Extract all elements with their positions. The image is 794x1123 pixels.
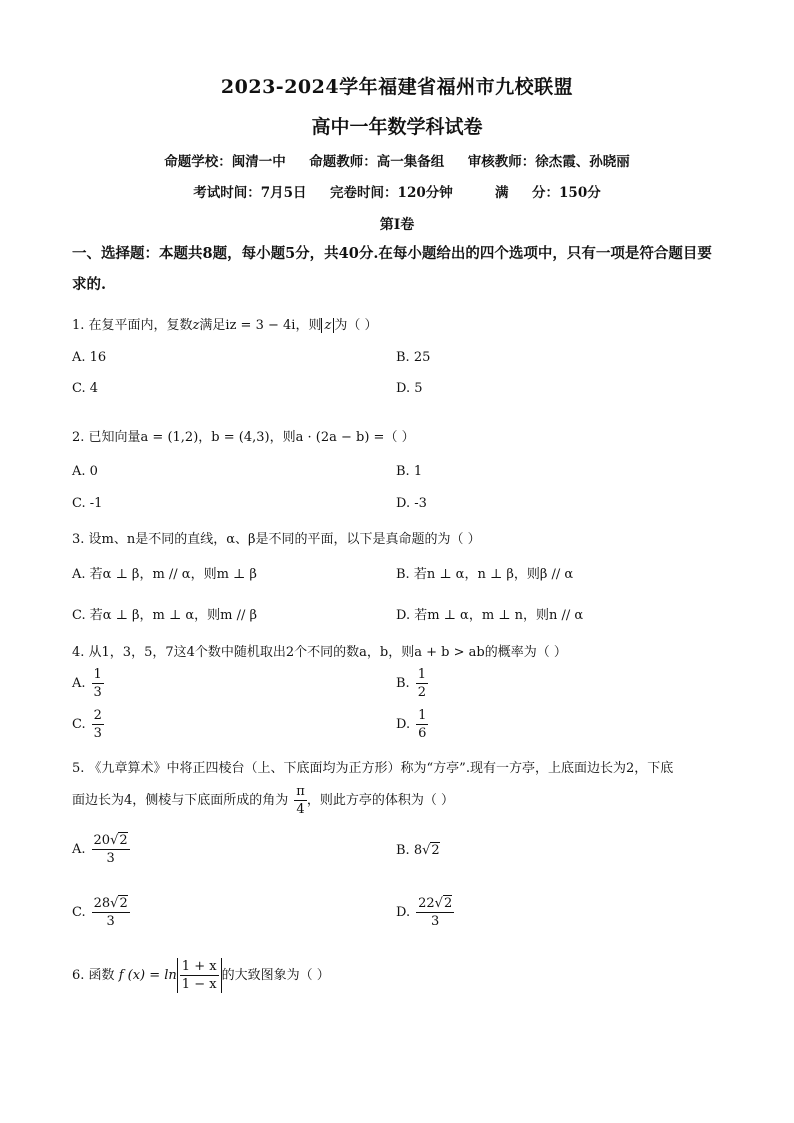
q5-text-a: 面边长为4，侧棱与下底面所成的角为 xyxy=(72,793,289,808)
question-1-stem xyxy=(72,314,377,333)
q5-d-coef: 22 xyxy=(418,896,435,911)
q4-c-den: 3 xyxy=(93,726,102,741)
q5-a-radicand: 2 xyxy=(119,833,128,848)
q6-text-a: 6. 函数 xyxy=(72,968,115,983)
q4-d-fraction xyxy=(416,707,428,742)
q5-angle-den: 4 xyxy=(296,802,305,817)
q1-equation: iz = 3 − 4i xyxy=(225,318,296,333)
question-3-stem: 3. 设m、n是不同的直线，α、β是不同的平面，以下是真命题的为（ ） xyxy=(72,532,481,547)
q2-option-d: D. -3 xyxy=(396,496,427,511)
q5-a-den: 3 xyxy=(106,851,115,866)
q5-angle-fraction xyxy=(294,783,307,818)
q3-option-c: C. 若α ⊥ β，m ⊥ α，则m // β xyxy=(72,608,257,623)
q5-text-b: ，则此方亭的体积为（ ） xyxy=(306,793,454,808)
q5-a-coef: 20 xyxy=(93,833,111,848)
volume-heading: 第Ⅰ卷 xyxy=(379,217,415,233)
q4-b-fraction xyxy=(416,666,428,701)
question-6-stem xyxy=(72,958,330,993)
q5-c-num: 28√2 xyxy=(93,896,128,911)
exam-meta-authors: 命题学校：闽清一中 命题教师：高一集备组 审核教师：徐杰霞、孙晓丽 xyxy=(164,154,630,170)
q1-option-c: C. 4 xyxy=(72,381,99,396)
question-4-stem: 4. 从1，3，5，7这4个数中随机取出2个不同的数a，b，则a + b > ab的概率为（ ） xyxy=(72,645,567,660)
q1-text-d: 为（ ） xyxy=(334,318,378,333)
q5-c-coef: 28 xyxy=(93,896,111,911)
q3-option-a: A. 若α ⊥ β，m // α，则m ⊥ β xyxy=(72,567,257,582)
q5-option-a xyxy=(72,832,130,867)
q1-text-a: 1. 在复平面内，复数 xyxy=(72,318,193,333)
q5-option-c xyxy=(72,895,130,930)
question-5-stem-line2 xyxy=(72,783,454,818)
q2-option-c: C. -1 xyxy=(72,496,103,511)
q4-a-label: A. xyxy=(72,676,86,691)
q2-text-a: 2. 已知向量 xyxy=(72,430,141,445)
q4-c-fraction xyxy=(92,707,104,742)
q2-option-b: B. 1 xyxy=(396,464,423,479)
q4-b-den: 2 xyxy=(417,685,426,700)
q4-option-c xyxy=(72,707,104,742)
q2-paren: （ ） xyxy=(384,430,415,445)
q2-vector-b: b = (4,3) xyxy=(211,430,270,445)
q1-option-a: A. 16 xyxy=(72,350,107,365)
question-2-stem xyxy=(72,426,415,445)
q3-option-b: B. 若n ⊥ α，n ⊥ β，则β // α xyxy=(396,567,574,582)
section-instruction: 一、选择题：本题共8题，每小题5分，共40分.在每小题给出的四个选项中，只有一项是符合题目要求的. xyxy=(72,245,712,293)
q3-option-d: D. 若m ⊥ α，m ⊥ n，则n // α xyxy=(396,608,584,623)
q4-option-b xyxy=(396,666,428,701)
exam-title-line2: 高中一年数学科试卷 xyxy=(311,116,483,138)
q5-angle-num: π xyxy=(296,784,305,799)
q5-b-radicand: 2 xyxy=(431,843,440,858)
q4-option-d xyxy=(396,707,428,742)
q4-d-den: 6 xyxy=(418,726,427,741)
q5-d-num: 22√2 xyxy=(418,896,453,911)
q4-d-label: D. xyxy=(396,717,411,732)
q1-var-z: z xyxy=(192,318,200,333)
q2-text-b: ，则 xyxy=(269,430,296,445)
q5-a-label: A. xyxy=(72,842,86,857)
q6-fraction xyxy=(180,958,219,993)
q5-a-fraction xyxy=(92,832,130,867)
q5-b-coef: 8 xyxy=(413,843,423,858)
q5-c-radicand: 2 xyxy=(119,896,128,911)
q6-abs-fraction xyxy=(177,958,222,993)
q5-c-fraction xyxy=(92,895,130,930)
q5-d-label: D. xyxy=(396,905,411,920)
q6-function: f (x) = ln xyxy=(118,968,177,983)
q2-dot-expr: a · (2a − b) = xyxy=(295,430,385,445)
q1-text-c: ，则 xyxy=(295,318,322,333)
q1-abs-z: z xyxy=(321,318,334,333)
q4-a-den: 3 xyxy=(93,685,102,700)
exam-title-line1: 2023-2024学年福建省福州市九校联盟 xyxy=(220,76,574,98)
q4-c-num: 2 xyxy=(93,708,102,723)
q5-a-num: 20√2 xyxy=(93,833,128,848)
q5-option-d xyxy=(396,895,454,930)
q6-num: 1 + x xyxy=(181,959,217,974)
q1-text-b: 满足 xyxy=(199,318,226,333)
q4-a-num: 1 xyxy=(93,667,102,682)
q1-option-b: B. 25 xyxy=(396,350,431,365)
exam-meta-time: 考试时间：7月5日 完卷时间：120分钟 满 分：150分 xyxy=(193,185,601,201)
q5-option-b: B. 8√2 xyxy=(396,843,440,858)
q5-d-den: 3 xyxy=(431,914,440,929)
q2-option-a: A. 0 xyxy=(72,464,98,479)
q6-den: 1 − x xyxy=(181,977,217,992)
q5-d-radicand: 2 xyxy=(443,896,453,911)
question-5-stem-line1: 5. 《九章算术》中将正四棱台（上、下底面均为正方形）称为“方亭”.现有一方亭，上底面边长为2，下底 xyxy=(72,761,674,776)
q5-d-fraction xyxy=(416,895,454,930)
q4-b-label: B. xyxy=(396,676,410,691)
q4-a-fraction xyxy=(92,666,104,701)
q5-c-den: 3 xyxy=(106,914,115,929)
q4-option-a xyxy=(72,666,104,701)
q4-c-label: C. xyxy=(72,717,86,732)
q2-vector-a: a = (1,2) xyxy=(140,430,199,445)
q4-b-num: 1 xyxy=(417,667,426,682)
q5-b-label: B. xyxy=(396,843,410,858)
q6-text-b: 的大致图象为（ ） xyxy=(221,968,330,983)
q2-comma: ， xyxy=(198,430,212,445)
q1-option-d: D. 5 xyxy=(396,381,423,396)
q5-c-label: C. xyxy=(72,905,86,920)
q4-d-num: 1 xyxy=(418,708,427,723)
